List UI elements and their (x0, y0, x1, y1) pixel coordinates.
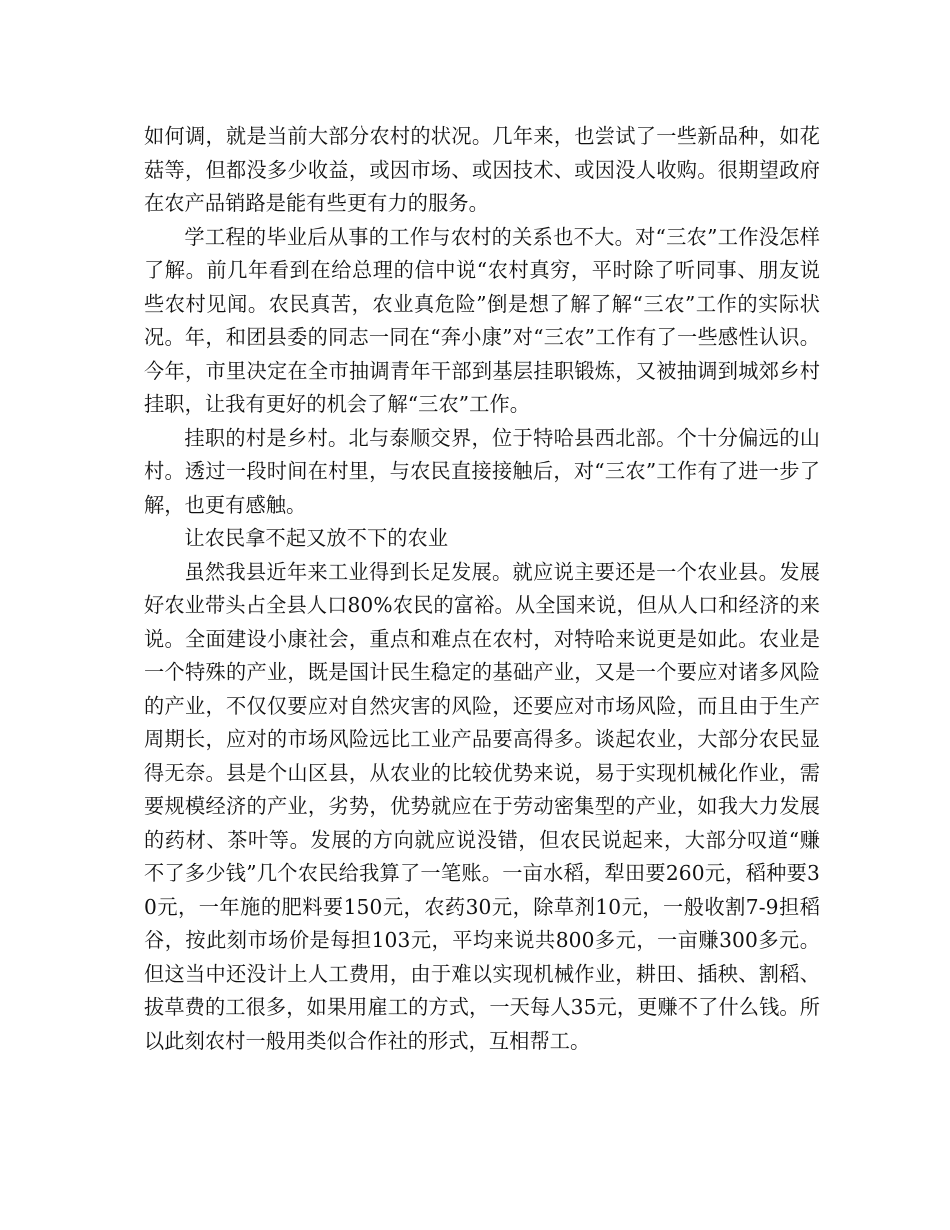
paragraph-4: 虽然我县近年来工业得到长足发展。就应说主要还是一个农业县。发展好农业带头占全县人口80%农民的富裕。从全国来说，但从人口和经济的来说。全面建设小康社会，重点和难点在农村，对特哈来说更是如此。农业是一个特殊的产业，既是国计民生稳定的基础产业，又是一个要应对诸多风险的产业，不仅仅要应对自然灾害的风险，还要应对市场风险，而且由于生产周期长，应对的市场风险远比工业产品要高得多。谈起农业，大部分农民显得无奈。县是个山区县，从农业的比较优势来说，易于实现机械化作业，需要规模经济的产业，劣势，优势就应在于劳动密集型的产业，如我大力发展的药材、茶叶等。发展的方向就应说没错，但农民说起来，大部分叹道“赚不了多少钱”几个农民给我算了一笔账。一亩水稻，犁田要260元，稻种要30元，一年施的肥料要150元，农药30元，除草剂10元，一般收割7-9担稻谷，按此刻市场价是每担103元，平均来说共800多元，一亩赚300多元。但这当中还没计上人工费用，由于难以实现机械作业，耕田、插秧、割稻、拔草费的工很多，如果用雇工的方式，一天每人35元，更赚不了什么钱。所以此刻农村一般用类似合作社的形式，互相帮工。 (144, 559, 820, 1053)
document-body (144, 120, 820, 1058)
paragraph-1: 如何调，就是当前大部分农村的状况。几年来，也尝试了一些新品种，如花菇等，但都没多少收益，或因市场、或因技术、或因没人收购。很期望政府在农产品销路是能有些更有力的服务。 (144, 124, 820, 215)
section-heading: 让农民拿不起又放不下的农业 (184, 526, 449, 550)
paragraph-3: 挂职的村是乡村。北与泰顺交界，位于特哈县西北部。个十分偏远的山村。透过一段时间在村里，与农民直接接触后，对“三农”工作有了进一步了解，也更有感触。 (144, 425, 820, 517)
paragraph-2: 学工程的毕业后从事的工作与农村的关系也不大。对“三农”工作没怎样了解。前几年看到在给总理的信中说“农村真穷，平时除了听同事、朋友说些农村见闻。农民真苦，农业真危险”倒是想了解了解“三农”工作的实际状况。年，和团县委的同志一同在“奔小康”对“三农”工作有了一些感性认识。今年，市里决定在全市抽调青年干部到基层挂职锻炼，又被抽调到城郊乡村挂职，让我有更好的机会了解“三农”工作。 (144, 224, 820, 416)
